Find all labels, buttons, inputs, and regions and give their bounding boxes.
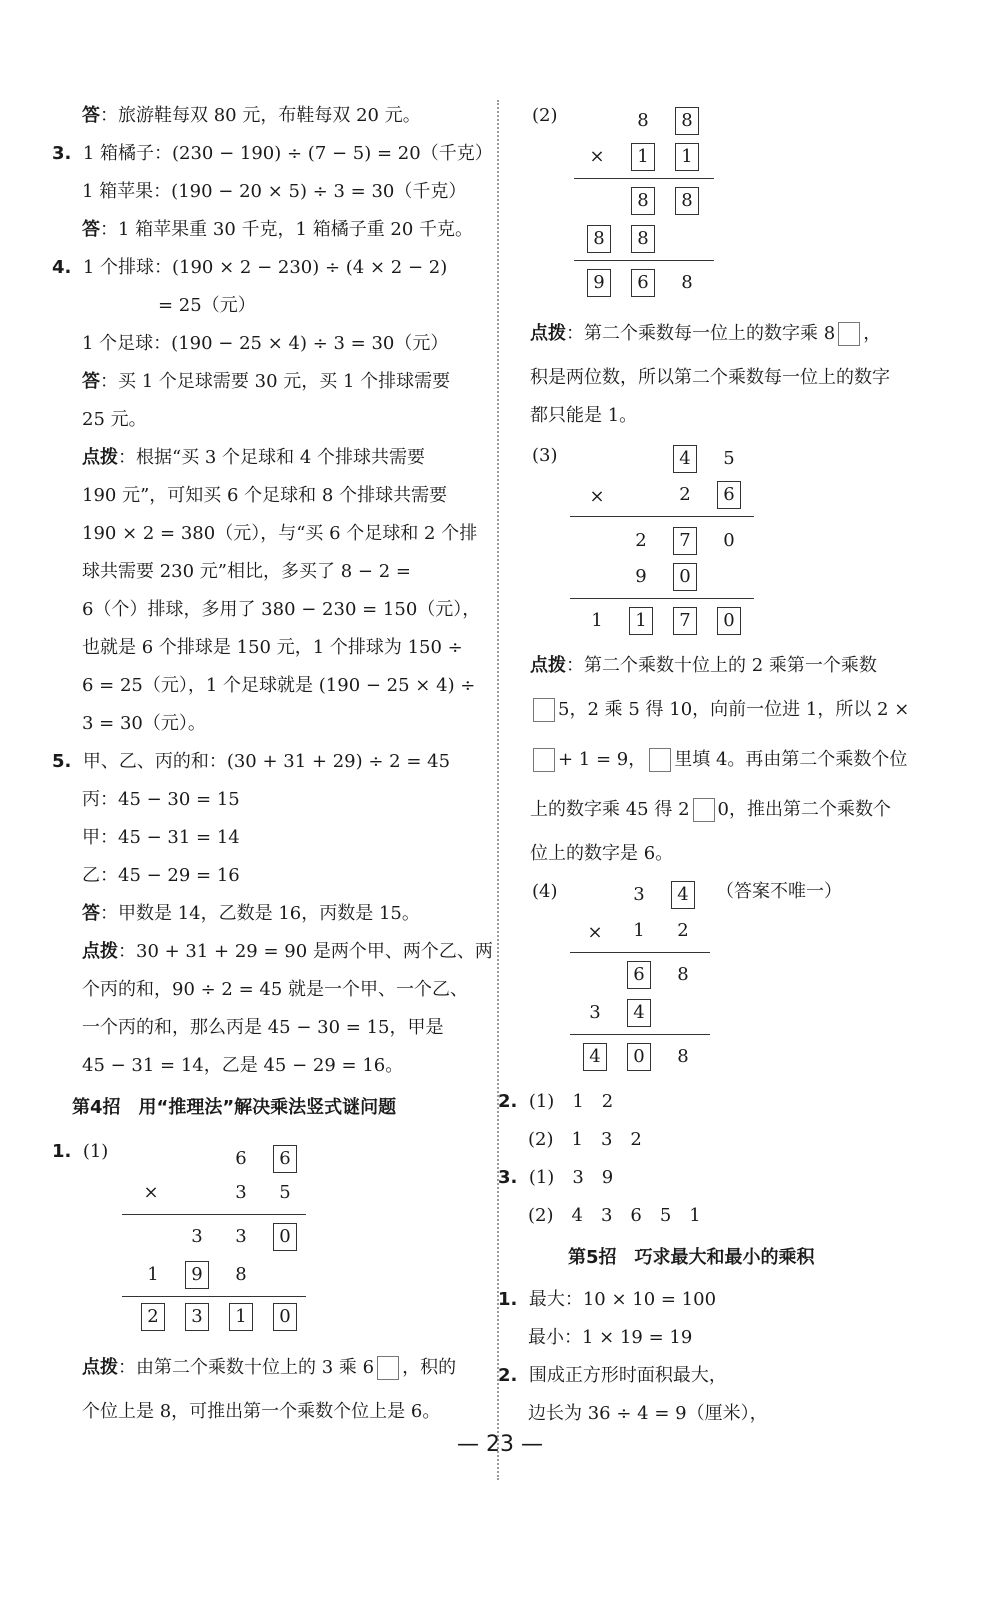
- digit: 5: [723, 448, 735, 469]
- digit-box: 1: [624, 606, 658, 636]
- question-2: 2. (1) 1 2: [498, 1091, 614, 1112]
- digit: 8: [677, 1046, 689, 1067]
- digit: 2: [635, 530, 647, 551]
- text-line: 1 个足球：(190 − 25 × 4) ÷ 3 = 30（元）: [82, 333, 449, 354]
- digit-box: 4: [666, 880, 700, 910]
- digit-box: 6: [626, 268, 660, 298]
- digit: 3: [235, 1226, 247, 1247]
- digit-box: 8: [626, 224, 660, 254]
- text-line: 190 × 2 = 380（元），与“买 6 个足球和 2 个排: [82, 523, 478, 544]
- digit-box: 2: [136, 1302, 170, 1332]
- text-line: 也就是 6 个排球是 150 元，1 个排球为 150 ÷: [82, 637, 463, 658]
- sub-question: (3): [532, 445, 558, 466]
- text-line: 都只能是 1。: [530, 405, 638, 426]
- section-heading-4: 第4招 用“推理法”解决乘法竖式谜问题: [72, 1097, 397, 1118]
- times-sign: ×: [589, 486, 605, 507]
- sub-question: (2): [532, 105, 558, 126]
- text-line: 个位上是 8，可推出第一个乘数个位上是 6。: [82, 1401, 441, 1422]
- digit-box: 8: [626, 186, 660, 216]
- problem-3: 3. 1 箱橘子：(230 − 190) ÷ (7 − 5) = 20（千克）: [52, 143, 493, 164]
- digit-box: 0: [268, 1222, 302, 1252]
- digit: 3: [235, 1182, 247, 1203]
- rule-line: [570, 1034, 710, 1035]
- text-line: 5，2 乘 5 得 10，向前一位进 1，所以 2 ×: [530, 698, 909, 722]
- answer-line: 答：1 箱苹果重 30 千克，1 箱橘子重 20 千克。: [82, 219, 474, 240]
- hint-line: 点拨：第二个乘数十位上的 2 乘第一个乘数: [530, 655, 877, 676]
- section-heading-5: 第5招 巧求最大和最小的乘积: [568, 1247, 815, 1268]
- digit: 9: [635, 566, 647, 587]
- text-line: = 25（元）: [158, 295, 256, 316]
- rule-line: [122, 1296, 306, 1297]
- digit-box: 0: [268, 1302, 302, 1332]
- text-line: 球共需要 230 元”相比，多买了 8 − 2 =: [82, 561, 411, 582]
- text-line: 个丙的和，90 ÷ 2 = 45 就是一个甲、一个乙、: [82, 979, 469, 1000]
- rule-line: [570, 516, 754, 517]
- blank-box: [533, 698, 555, 722]
- text-line: + 1 = 9， 里填 4。再由第二个乘数个位: [530, 748, 907, 772]
- digit-box: 8: [582, 224, 616, 254]
- digit: 5: [279, 1182, 291, 1203]
- text-line: 45 − 31 = 14，乙是 45 − 29 = 16。: [82, 1055, 404, 1076]
- digit: 6: [235, 1148, 247, 1169]
- digit: 1: [147, 1264, 159, 1285]
- digit-box: 6: [712, 480, 746, 510]
- section5-question-2: 2. 围成正方形时面积最大，: [498, 1365, 727, 1386]
- text-line: 25 元。: [82, 409, 147, 430]
- digit: 8: [681, 272, 693, 293]
- digit-box: 3: [180, 1302, 214, 1332]
- digit-box: 0: [668, 562, 702, 592]
- text-line: 一个丙的和，那么丙是 45 − 30 = 15，甲是: [82, 1017, 444, 1038]
- digit: 0: [723, 530, 735, 551]
- text-line: 最小：1 × 19 = 19: [528, 1327, 693, 1348]
- question-1: 1. (1): [52, 1141, 109, 1162]
- hint-line: 点拨：30 + 31 + 29 = 90 是两个甲、两个乙、两: [82, 941, 493, 962]
- times-sign: ×: [143, 1182, 159, 1203]
- rule-line: [570, 952, 710, 953]
- answer-line: 答：旅游鞋每双 80 元，布鞋每双 20 元。: [82, 105, 421, 126]
- digit: 1: [591, 610, 603, 631]
- digit-box: 9: [582, 268, 616, 298]
- note: （答案不唯一）: [716, 881, 842, 902]
- text-line: 6 = 25（元），1 个足球就是 (190 − 25 × 4) ÷: [82, 675, 476, 696]
- text-line: 甲：45 − 31 = 14: [82, 827, 240, 848]
- answer-line: 答：甲数是 14，乙数是 16，丙数是 15。: [82, 903, 420, 924]
- hint-line: 点拨：第二个乘数每一位上的数字乘 8 ，: [530, 323, 882, 344]
- text-line: (2) 1 3 2: [528, 1129, 642, 1150]
- times-sign: ×: [589, 146, 605, 167]
- text-line: 位上的数字是 6。: [530, 843, 674, 864]
- digit-box: 7: [668, 526, 702, 556]
- problem-4: 4. 1 个排球：(190 × 2 − 230) ÷ (4 × 2 − 2): [52, 257, 448, 278]
- digit-box: 4: [578, 1042, 612, 1072]
- digit: 3: [589, 1002, 601, 1023]
- digit: 2: [679, 484, 691, 505]
- digit: 8: [677, 964, 689, 985]
- text-line: 1 箱苹果：(190 − 20 × 5) ÷ 3 = 30（千克）: [82, 181, 467, 202]
- blank-box: [838, 322, 860, 346]
- text-line: 积是两位数，所以第二个乘数每一位上的数字: [530, 367, 890, 388]
- digit-box: 6: [268, 1144, 302, 1174]
- hint-line: 点拨：由第二个乘数十位上的 3 乘 6 ，积的: [82, 1357, 457, 1378]
- section5-question-1: 1. 最大：10 × 10 = 100: [498, 1289, 717, 1310]
- column-divider: [497, 100, 499, 1480]
- digit-box: 4: [668, 444, 702, 474]
- blank-box: [693, 798, 715, 822]
- blank-box: [377, 1356, 399, 1380]
- digit: 8: [637, 110, 649, 131]
- digit-box: 0: [622, 1042, 656, 1072]
- text-line: 190 元”，可知买 6 个足球和 8 个排球共需要: [82, 485, 448, 506]
- rule-line: [122, 1214, 306, 1215]
- digit: 3: [633, 884, 645, 905]
- text-line: 3 = 30（元）。: [82, 713, 206, 734]
- question-3: 3. (1) 3 9: [498, 1167, 614, 1188]
- digit-box: 7: [668, 606, 702, 636]
- digit-box: 1: [670, 142, 704, 172]
- digit: 8: [235, 1264, 247, 1285]
- digit-box: 4: [622, 998, 656, 1028]
- rule-line: [574, 178, 714, 179]
- digit-box: 1: [626, 142, 660, 172]
- text-line: 上的数字乘 45 得 2 0，推出第二个乘数个: [530, 799, 891, 820]
- multiplication-puzzle-1: [122, 1140, 312, 1340]
- multiplication-puzzle-4: [570, 880, 720, 1080]
- multiplication-puzzle-3: [570, 444, 760, 644]
- sub-question: (4): [532, 881, 558, 902]
- rule-line: [574, 260, 714, 261]
- answer-line: 答：买 1 个足球需要 30 元，买 1 个排球需要: [82, 371, 451, 392]
- times-sign: ×: [587, 922, 603, 943]
- digit: 3: [191, 1226, 203, 1247]
- blank-box: [533, 748, 555, 772]
- digit-box: 8: [670, 106, 704, 136]
- digit: 1: [633, 920, 645, 941]
- blank-box: [649, 748, 671, 772]
- rule-line: [570, 598, 754, 599]
- text-line: 丙：45 − 30 = 15: [82, 789, 240, 810]
- digit-box: 0: [712, 606, 746, 636]
- page-number: — 23 —: [457, 1432, 543, 1457]
- text-line: (2) 4 3 6 5 1: [528, 1205, 701, 1226]
- multiplication-puzzle-2: [574, 104, 724, 304]
- text-line: 6（个）排球，多用了 380 − 230 = 150（元），: [82, 599, 481, 620]
- hint-line: 点拨：根据“买 3 个足球和 4 个排球共需要: [82, 447, 425, 468]
- digit-box: 8: [670, 186, 704, 216]
- text-line: 边长为 36 ÷ 4 = 9（厘米），: [528, 1403, 768, 1424]
- problem-5: 5. 甲、乙、丙的和：(30 + 31 + 29) ÷ 2 = 45: [52, 751, 451, 772]
- digit: 2: [677, 920, 689, 941]
- digit-box: 6: [622, 960, 656, 990]
- text-line: 乙：45 − 29 = 16: [82, 865, 240, 886]
- digit-box: 9: [180, 1260, 214, 1290]
- digit-box: 1: [224, 1302, 258, 1332]
